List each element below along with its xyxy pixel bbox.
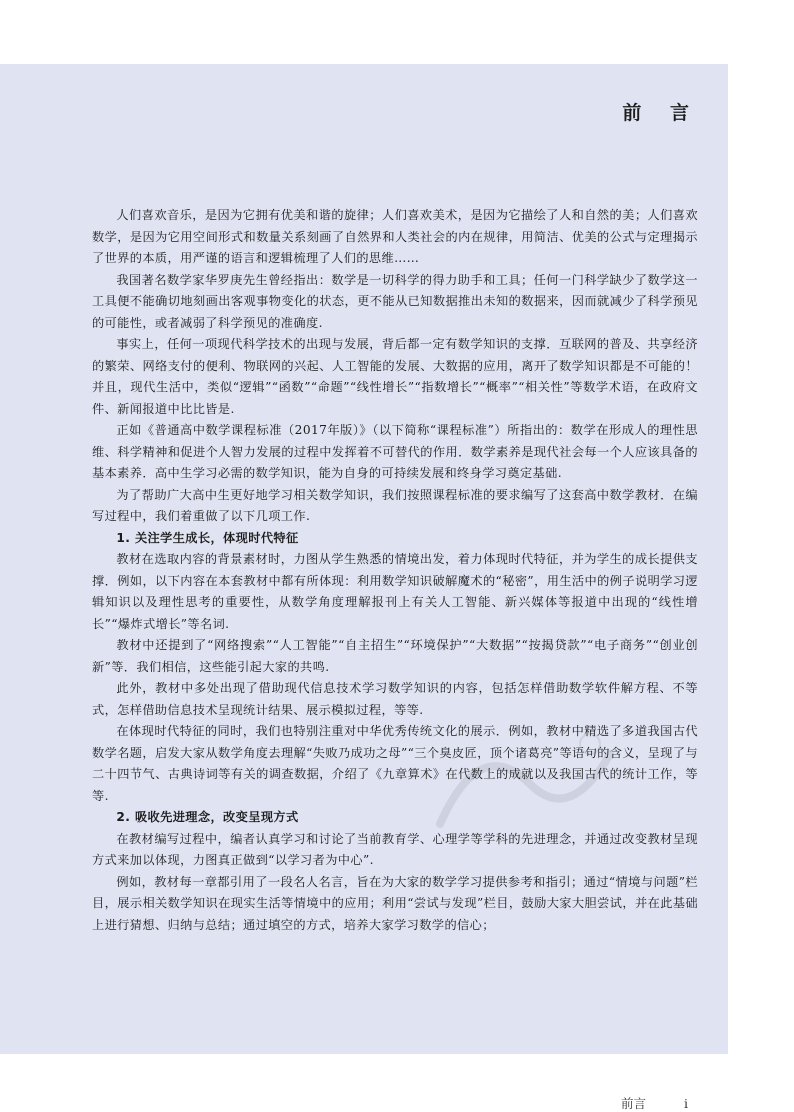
body-paragraph: 教材在选取内容的背景素材时，力图从学生熟悉的情境出发，着力体现时代特征，并为学生的成长提供支撑．例如，以下内容在本套教材中都有所体现：利用数学知识破解魔术的“秘密”，用生活中的例子说明学习逻辑知识以及理性思考的重要性，从数学角度理解报刊上有关人工智能、新兴媒体等报道中出现的“线性增长”“爆炸式增长”等名词.: [92, 552, 698, 631]
body-paragraph: 教材中还提到了“网络搜索”“人工智能”“自主招生”“环境保护”“大数据”“按揭贷款”“电子商务”“创业创新”等．我们相信，这些能引起大家的共鸣.: [92, 638, 698, 674]
body-paragraph: 为了帮助广大高中生更好地学习相关数学知识，我们按照课程标准的要求编写了这套高中数学教材．在编写过程中，我们着重做了以下几项工作.: [92, 487, 698, 523]
body-paragraph: 事实上，任何一项现代科学技术的出现与发展，背后都一定有数学知识的支撑．互联网的普及、共享经济的繁荣、网络支付的便利、物联网的兴起、人工智能的发展、大数据的应用，离开了数学知识都是不可能的！并且，现代生活中，类似“逻辑”“函数”“命题”“线性增长”“指数增长”“概率”“相关性”等数学术语，在政府文件、新闻报道中比比皆是.: [92, 337, 698, 416]
page-panel: [0, 64, 728, 1111]
body-paragraph: 在体现时代特征的同时，我们也特别注重对中华优秀传统文化的展示．例如，教材中精选了多道我国古代数学名题，启发大家从数学角度去理解“失败乃成功之母”“三个臭皮匠，顶个诸葛亮”等语句的含义，呈现了与二十四节气、古典诗词等有关的调查数据，介绍了《九章算术》在代数上的成就以及我国古代的统计工作，等等.: [92, 724, 698, 803]
body-paragraph: 在教材编写过程中，编者认真学习和讨论了当前教育学、心理学等学科的先进理念，并通过改变教材呈现方式来加以体现，力图真正做到“以学习者为中心”.: [92, 831, 698, 867]
section-heading: 2. 吸收先进理念，改变呈现方式: [116, 810, 299, 824]
preface-body: [92, 205, 698, 936]
body-paragraph: 我国著名数学家华罗庚先生曾经指出：数学是一切科学的得力助手和工具；任何一门科学缺少了数学这一工具便不能确切地刻画出客观事物变化的状态，更不能从已知数据推出未知的数据来，因而就减少了科学预见的可能性，或者减弱了科学预见的准确度.: [92, 272, 698, 330]
page-number: i: [684, 1096, 689, 1111]
page-footer: [621, 1094, 688, 1112]
body-paragraph: 人们喜欢音乐，是因为它拥有优美和谐的旋律；人们喜欢美术，是因为它描绘了人和自然的美；人们喜欢数学，是因为它用空间形式和数量关系刻画了自然界和人类社会的内在规律，用简洁、优美的公式与定理揭示了世界的本质，用严谨的语言和逻辑梳理了人们的思维……: [92, 208, 698, 265]
body-paragraph: 此外，教材中多处出现了借助现代信息技术学习数学知识的内容，包括怎样借助数学软件解方程、不等式，怎样借助信息技术呈现统计结果、展示模拟过程，等等.: [92, 681, 698, 717]
body-paragraph: 正如《普通高中数学课程标准（2017年版）》（以下简称“课程标准”）所指出的：数学在形成人的理性思维、科学精神和促进个人智力发展的过程中发挥着不可替代的作用．数学素养是现代社会每一个人应该具备的基本素养．高中生学习必需的数学知识，能为自身的可持续发展和终身学习奠定基础.: [92, 423, 698, 480]
footer-label: 前言: [621, 1096, 647, 1111]
body-paragraph: 例如，教材每一章都引用了一段名人名言，旨在为大家的数学学习提供参考和指引；通过“情境与问题”栏目，展示相关数学知识在现实生活等情境中的应用；利用“尝试与发现”栏目，鼓励大家大胆尝试，并在此基础上进行猜想、归纳与总结；通过填空的方式，培养大家学习数学的信心；: [92, 874, 698, 932]
page-title: 前 言: [622, 102, 700, 124]
section-heading: 1. 关注学生成长，体现时代特征: [116, 530, 299, 545]
